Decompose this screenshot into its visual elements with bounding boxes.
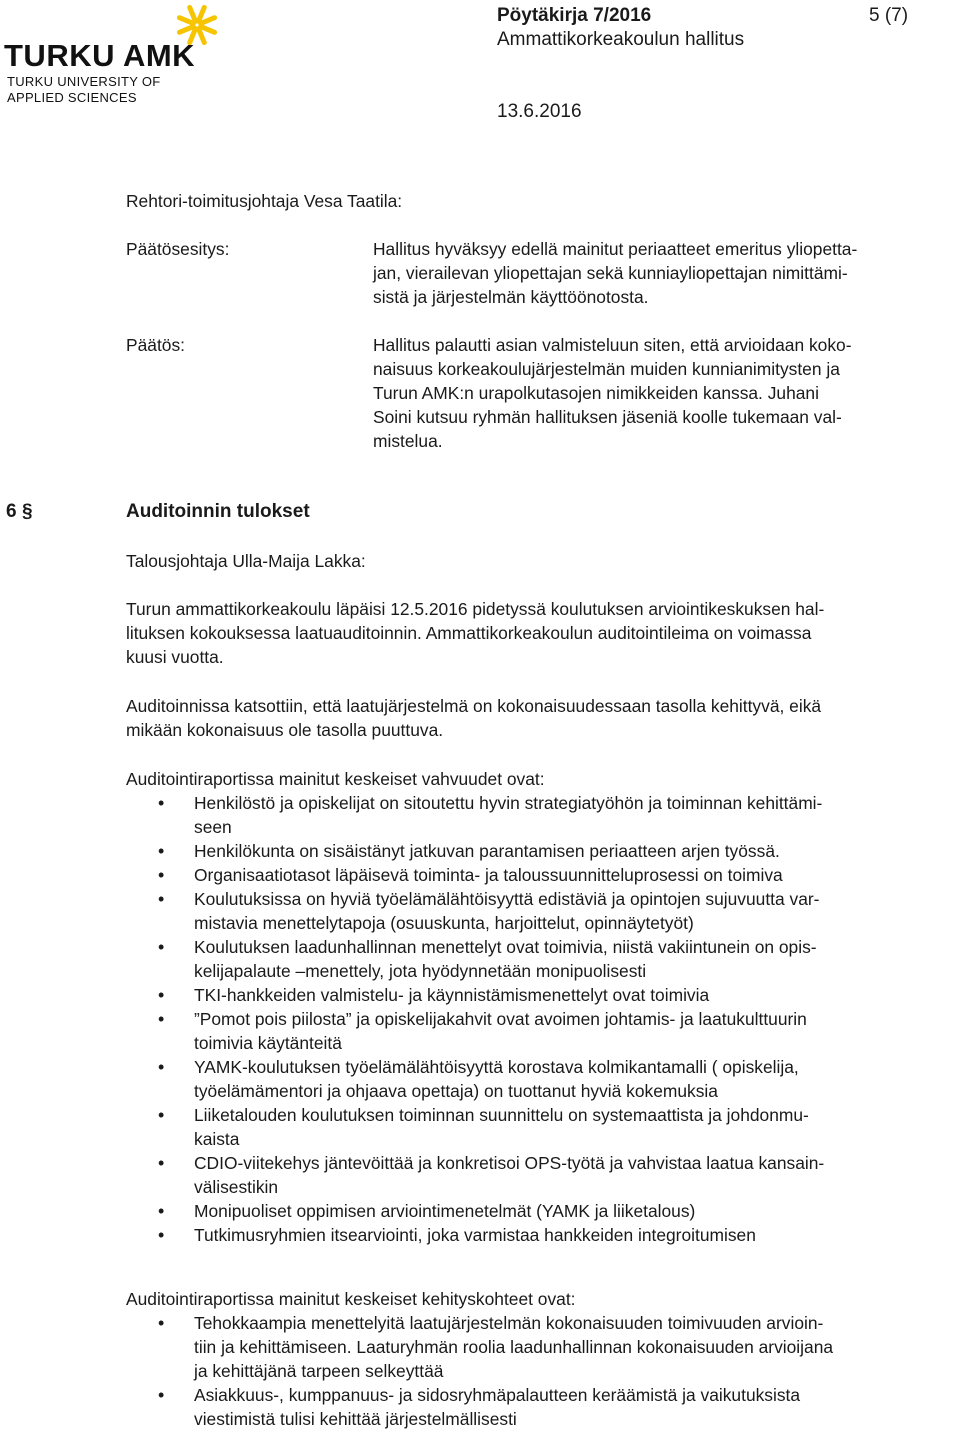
list-item-line: kaista bbox=[194, 1129, 240, 1149]
list-item-line: seen bbox=[194, 817, 232, 837]
list-item bbox=[126, 935, 958, 983]
speaker-cfo: Talousjohtaja Ulla-Maija Lakka: bbox=[126, 551, 366, 571]
list-item bbox=[126, 1199, 958, 1223]
decision-line: Turun AMK:n urapolkutasojen nimikkeiden kanssa. Juhani bbox=[373, 383, 819, 403]
organization-name: Ammattikorkeakoulun hallitus bbox=[497, 29, 745, 50]
list-item bbox=[126, 887, 958, 935]
speaker-rector: Rehtori-toimitusjohtaja Vesa Taatila: bbox=[126, 191, 403, 211]
proposal-text bbox=[373, 237, 958, 309]
proposal-label: Päätösesitys: bbox=[126, 239, 230, 259]
list-item-line: toimivia käytänteitä bbox=[194, 1033, 342, 1053]
list-item-line: • Asiakkuus-, kumppanuus- ja sidosryhmäpalautteen keräämistä ja vaikutuksista bbox=[194, 1385, 801, 1405]
decision-label: Päätös: bbox=[126, 335, 185, 355]
decision-line: Soini kutsuu ryhmän hallituksen jäseniä koolle tukemaan val- bbox=[373, 407, 842, 427]
list-item-line: ja kehittäjänä tarpeen selkeyttää bbox=[194, 1361, 444, 1381]
audit-paragraph-2 bbox=[126, 694, 958, 742]
list-item-line: • CDIO-viitekehys jäntevöittää ja konkretisoi OPS-työtä ja vahvistaa laatua kansain- bbox=[194, 1153, 825, 1173]
list-item-line: • Monipuoliset oppimisen arviointimenetelmät (YAMK ja liiketalous) bbox=[194, 1201, 696, 1221]
list-item bbox=[126, 839, 958, 863]
section-symbol: § bbox=[22, 501, 33, 522]
decision-text bbox=[373, 333, 958, 453]
section-number: 6 bbox=[6, 501, 17, 522]
list-item-line: • YAMK-koulutuksen työelämälähtöisyyttä korostava kolmikantamalli ( opiskelija, bbox=[194, 1057, 799, 1077]
logo-subtitle-line2: APPLIED SCIENCES bbox=[7, 90, 137, 105]
page-number: 5 (7) bbox=[869, 5, 909, 26]
section-title: Auditoinnin tulokset bbox=[126, 501, 310, 522]
list-item-line: • Tutkimusryhmien itsearviointi, joka varmistaa hankkeiden integroitumisen bbox=[194, 1225, 756, 1245]
list-item-line: • Organisaatiotasot läpäisevä toiminta- ja taloussuunnitteluprosessi on toimiva bbox=[194, 865, 783, 885]
list-item bbox=[126, 1223, 958, 1247]
decision-line: naisuus korkeakoulujärjestelmän muiden kunnianimitysten ja bbox=[373, 359, 840, 379]
list-item bbox=[126, 863, 958, 887]
audit-paragraph-1 bbox=[126, 597, 958, 669]
list-item-line: • Koulutuksissa on hyviä työelämälähtöisyyttä edistäviä ja opintojen sujuvuutta var- bbox=[194, 889, 820, 909]
list-item-line: kelijapalaute –menettely, jota hyödynnetään monipuolisesti bbox=[194, 961, 647, 981]
list-item-line: mistavia menettelytapoja (osuuskunta, harjoittelut, opinnäytetyöt) bbox=[194, 913, 694, 933]
list-item bbox=[126, 1383, 958, 1431]
star-ray bbox=[179, 27, 193, 33]
paragraph-line: Auditoinnissa katsottiin, että laatujärjestelmä on kokonaisuudessaan tasolla kehittyvä, eikä bbox=[126, 696, 822, 716]
star-ray bbox=[190, 7, 196, 21]
paragraph-line: Turun ammattikorkeakoulu läpäisi 12.5.2016 pidetyssä koulutuksen arviointikeskuksen hal- bbox=[126, 599, 825, 619]
list-item bbox=[126, 1007, 958, 1055]
list-item bbox=[126, 983, 958, 1007]
strengths-list bbox=[126, 791, 958, 1247]
list-item-line: viestimistä tulisi kehittää järjestelmällisesti bbox=[194, 1409, 517, 1429]
improvements-heading: Auditointiraportissa mainitut keskeiset kehityskohteet ovat: bbox=[126, 1289, 576, 1309]
star-ray bbox=[201, 27, 215, 33]
list-item-line: • Koulutuksen laadunhallinnan menettelyt ovat toimivia, niistä vakiintunein on opis- bbox=[194, 937, 817, 957]
star-ray bbox=[201, 18, 215, 24]
list-item bbox=[126, 1151, 958, 1199]
strengths-heading: Auditointiraportissa mainitut keskeiset vahvuudet ovat: bbox=[126, 769, 545, 789]
list-item bbox=[126, 791, 958, 839]
list-item-line: • Liiketalouden koulutuksen toiminnan suunnittelu on systemaattista ja johdonmu- bbox=[194, 1105, 809, 1125]
list-item bbox=[126, 1311, 958, 1383]
proposal-line: Hallitus hyväksyy edellä mainitut periaatteet emeritus yliopetta- bbox=[373, 239, 858, 259]
star-ray bbox=[199, 29, 205, 43]
decision-line: mistelua. bbox=[373, 431, 443, 451]
list-item-line: • Tehokkaampia menettelyitä laatujärjestelmän kokonaisuuden toimivuuden arvioin- bbox=[194, 1313, 824, 1333]
meeting-date: 13.6.2016 bbox=[497, 101, 582, 122]
improvements-list bbox=[126, 1311, 958, 1431]
list-item-line: • Henkilöstö ja opiskelijat on sitoutettu hyvin strategiatyöhön ja toiminnan kehittämi- bbox=[194, 793, 823, 813]
proposal-line: jan, vierailevan yliopettajan sekä kunniayliopettajan nimittämi- bbox=[373, 263, 848, 283]
star-ray bbox=[199, 7, 205, 21]
paragraph-line: lituksen kokouksessa laatuauditoinnin. Ammattikorkeakoulun auditointileima on voimassa bbox=[126, 623, 812, 643]
list-item-line: tiin ja kehittämiseen. Laaturyhmän roolia laadunhallinnan kokonaisuuden arvioijana bbox=[194, 1337, 834, 1357]
list-item bbox=[126, 1055, 958, 1103]
logo-wordmark: TURKU AMK bbox=[4, 38, 196, 73]
list-item-line: • TKI-hankkeiden valmistelu- ja käynnistämismenettelyt ovat toimivia bbox=[194, 985, 710, 1005]
star-ray bbox=[179, 18, 193, 24]
list-item-line: • Henkilökunta on sisäistänyt jatkuvan parantamisen periaatteen arjen työssä. bbox=[194, 841, 780, 861]
decision-line: Hallitus palautti asian valmisteluun siten, että arvioidaan koko- bbox=[373, 335, 852, 355]
list-item bbox=[126, 1103, 958, 1151]
proposal-line: sistä ja järjestelmän käyttöönotosta. bbox=[373, 287, 649, 307]
list-item-line: välisestikin bbox=[194, 1177, 279, 1197]
document-title: Pöytäkirja 7/2016 bbox=[497, 5, 652, 26]
list-item-line: • ”Pomot pois piilosta” ja opiskelijakahvit ovat avoimen johtamis- ja laatukulttuurin bbox=[194, 1009, 807, 1029]
list-item-line: työelämämentori ja ohjaava opettaja) on tuottanut hyviä kokemuksia bbox=[194, 1081, 718, 1101]
logo-subtitle-line1: TURKU UNIVERSITY OF bbox=[7, 74, 161, 89]
paragraph-line: mikään kokonaisuus ole tasolla puuttuva. bbox=[126, 720, 444, 740]
paragraph-line: kuusi vuotta. bbox=[126, 647, 224, 667]
